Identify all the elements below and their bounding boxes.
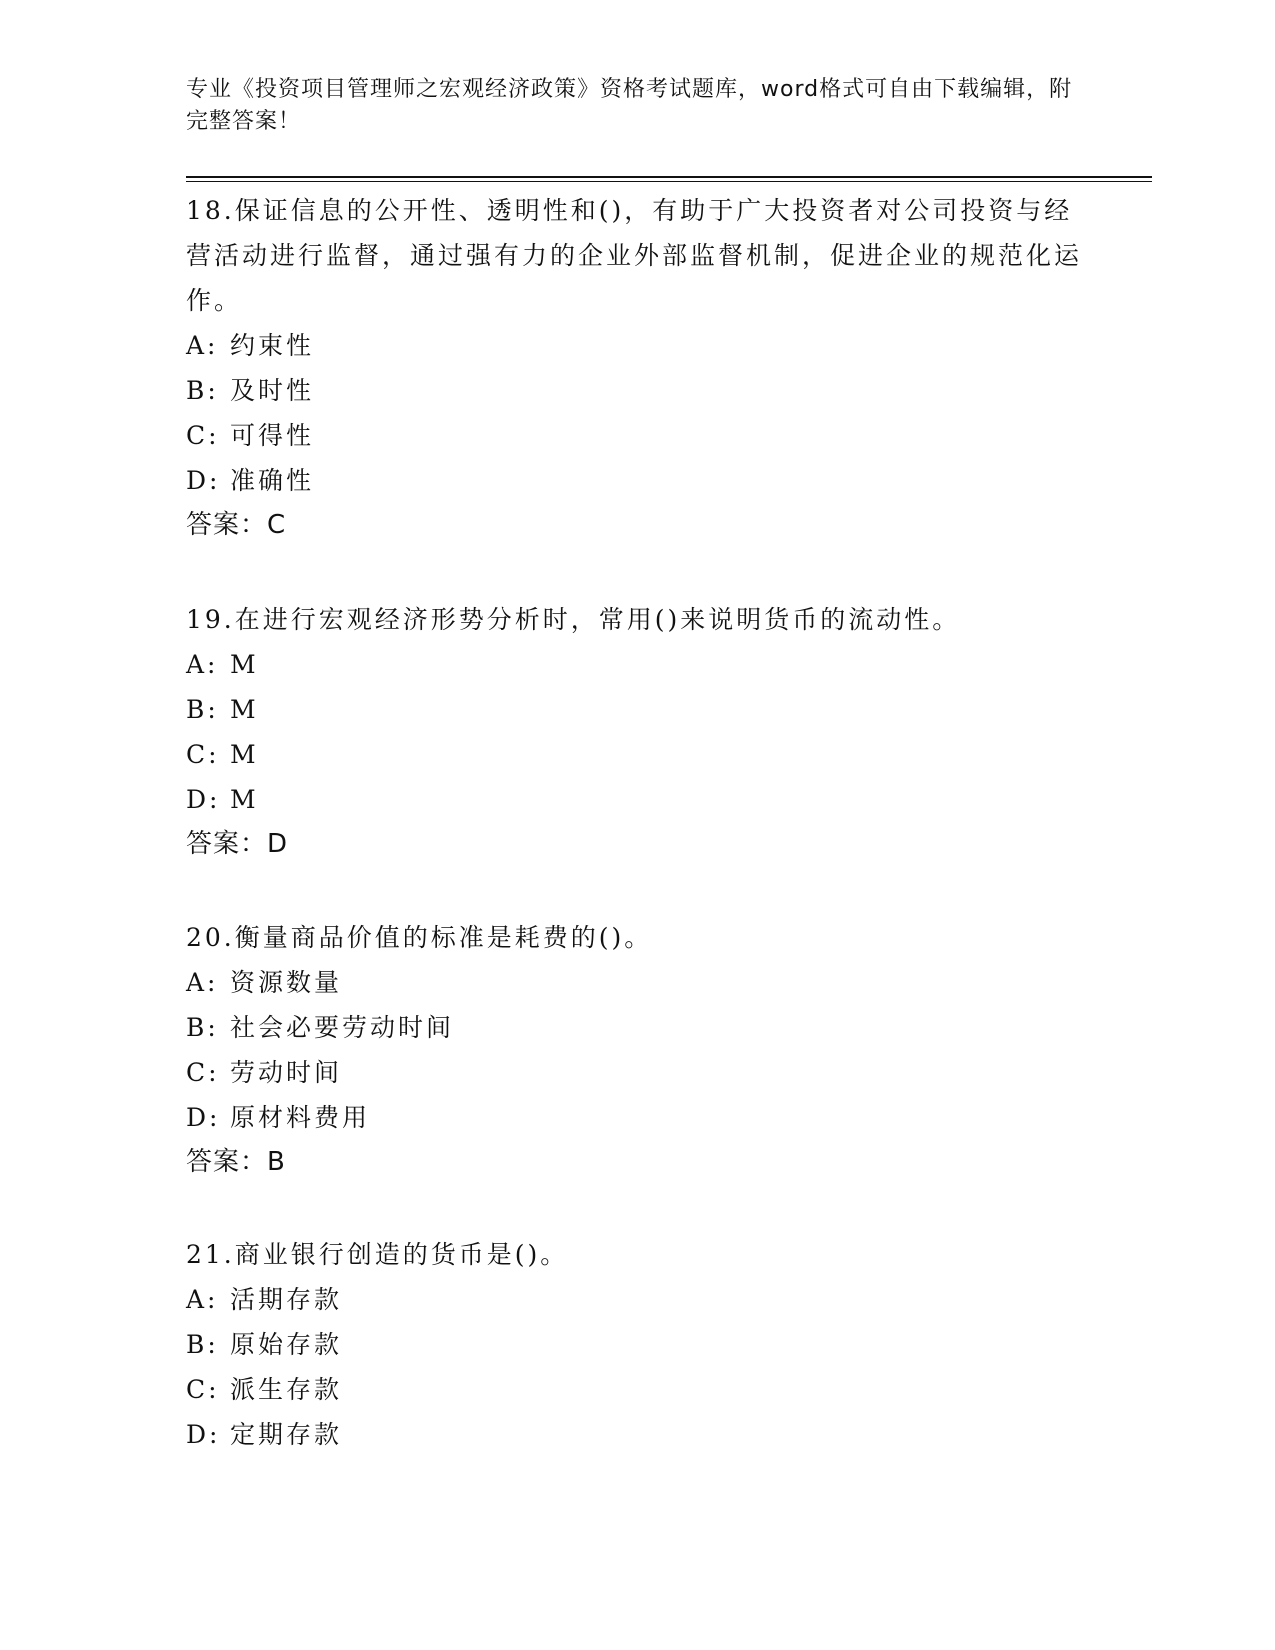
option-a [186,1277,1086,1322]
option-text: 定期存款 [230,1420,343,1449]
header-divider-thin [186,181,1152,182]
option-label: C: [186,1058,220,1087]
question-stem: 19.在进行宏观经济形势分析时，常用()来说明货币的流动性。 [186,605,961,634]
question-20 [186,915,1086,1185]
option-label: A: [186,1285,219,1314]
option-b [186,1322,1086,1367]
option-label: B: [186,695,219,724]
question-18 [186,188,1086,548]
option-text: M [230,785,259,814]
option-label: C: [186,740,220,769]
question-21 [186,1232,1086,1457]
option-a [186,960,1086,1005]
option-label: B: [186,376,219,405]
option-text: 原材料费用 [230,1103,371,1132]
question-stem: 18.保证信息的公开性、透明性和()，有助于广大投资者对公司投资与经营活动进行监督，通过强有力的企业外部监督机制，促进企业的规范化运作。 [186,196,1083,315]
option-text: 社会必要劳动时间 [230,1013,455,1042]
option-label: B: [186,1330,219,1359]
answer-line: 答案：C [186,510,287,540]
option-text: 劳动时间 [230,1058,343,1087]
option-text: 活期存款 [230,1285,343,1314]
header-divider-thick [186,176,1152,178]
answer-line: 答案：D [186,829,289,859]
option-label: D: [186,1103,221,1132]
option-text: M [230,740,259,769]
option-b [186,687,1086,732]
option-b [186,1005,1086,1050]
option-label: A: [186,968,219,997]
option-label: D: [186,466,221,495]
option-text: 原始存款 [230,1330,343,1359]
option-d [186,1095,1086,1140]
option-label: D: [186,785,221,814]
option-d [186,1412,1086,1457]
option-text: 准确性 [230,466,315,495]
option-text: 派生存款 [230,1375,343,1404]
option-c [186,413,1086,458]
option-text: M [230,695,259,724]
option-text: 及时性 [230,376,315,405]
option-text: 约束性 [230,331,315,360]
option-c [186,1050,1086,1095]
option-label: C: [186,421,220,450]
page-header: 专业《投资项目管理师之宏观经济政策》资格考试题库，word格式可自由下载编辑，附完整答案！ [186,77,1073,134]
option-b [186,368,1086,413]
question-19 [186,597,1086,867]
option-d [186,458,1086,503]
option-c [186,1367,1086,1412]
option-label: A: [186,650,219,679]
question-stem: 20.衡量商品价值的标准是耗费的()。 [186,923,653,952]
option-d [186,777,1086,822]
question-stem: 21.商业银行创造的货币是()。 [186,1240,569,1269]
option-text: 可得性 [230,421,315,450]
option-text: M [230,650,259,679]
option-label: D: [186,1420,221,1449]
option-label: B: [186,1013,219,1042]
option-c [186,732,1086,777]
option-text: 资源数量 [230,968,343,997]
option-label: C: [186,1375,220,1404]
option-label: A: [186,331,219,360]
option-a [186,323,1086,368]
option-a [186,642,1086,687]
answer-line: 答案：B [186,1147,286,1177]
